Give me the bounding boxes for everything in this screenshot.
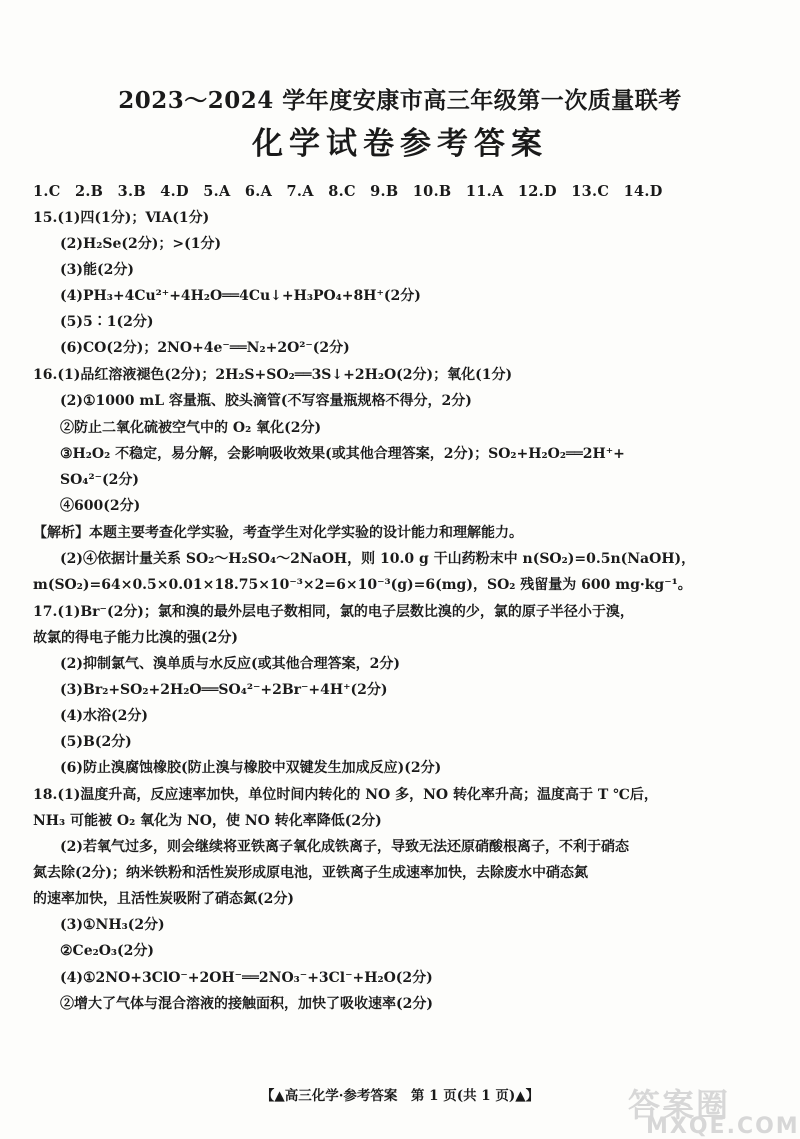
page-footer: 【▲高三化学·参考答案 第 1 页(共 1 页)▲】: [260, 1088, 540, 1104]
mc-answer: 7.A: [286, 183, 314, 200]
answer-line: (4)①2NO+3ClO⁻+2OH⁻══2NO₃⁻+3Cl⁻+H₂O(2分): [60, 970, 433, 986]
multiple-choice-answers: [33, 183, 773, 200]
answer-line: 17.(1)Br⁻(2分)；氯和溴的最外层电子数相同，氯的电子层数比溴的少，氯的原子半径小于溴，: [33, 604, 634, 620]
mc-answer: 10.B: [412, 183, 452, 200]
mc-answer: 3.B: [117, 183, 146, 200]
document-subtitle: 化学试卷参考答案: [252, 126, 548, 162]
mc-answer: 11.A: [465, 183, 504, 200]
mc-answer: 13.C: [571, 183, 610, 200]
answer-line: 15.(1)四(1分)；ⅥA(1分): [33, 210, 210, 226]
mc-answer: 8.C: [328, 183, 356, 200]
mc-answer: 12.D: [517, 183, 557, 200]
watermark-url: MXQE.COM: [646, 1114, 800, 1139]
answer-line: 16.(1)品红溶液褪色(2分)；2H₂S+SO₂══3S↓+2H₂O(2分)；氧化(1分): [33, 367, 513, 383]
watermark-logo: [626, 1086, 800, 1139]
answer-line: (2)若氧气过多，则会继续将亚铁离子氧化成铁离子，导致无法还原硝酸根离子，不利于硝态: [60, 839, 629, 855]
answer-line: m(SO₂)=64×0.5×0.01×18.75×10⁻³×2=6×10⁻³(g)=6(mg)，SO₂ 残留量为 600 mg·kg⁻¹。: [33, 577, 692, 593]
answer-line: 故氯的得电子能力比溴的强(2分): [33, 630, 238, 646]
mc-answer: 6.A: [244, 183, 273, 200]
mc-answer: 9.B: [370, 183, 399, 200]
watermark-text: 答案圈: [628, 1086, 731, 1124]
mc-answer: 14.D: [623, 183, 663, 200]
answer-line: (2)①1000 mL 容量瓶、胶头滴管(不写容量瓶规格不得分，2分): [60, 393, 472, 409]
answer-line: (2)抑制氯气、溴单质与水反应(或其他合理答案，2分): [60, 656, 400, 672]
answer-line: NH₃ 可能被 O₂ 氧化为 NO，使 NO 转化率降低(2分): [33, 813, 382, 829]
answer-line: ④600(2分): [60, 498, 141, 514]
mc-answer: 2.B: [74, 183, 104, 200]
answer-line: (3)能(2分): [60, 262, 134, 278]
answer-line: 氮去除(2分)；纳米铁粉和活性炭形成原电池，亚铁离子生成速率加快，去除废水中硝态氮: [33, 865, 588, 881]
answer-line: (6)防止溴腐蚀橡胶(防止溴与橡胶中双键发生加成反应)(2分): [60, 760, 442, 776]
mc-answer: 4.D: [160, 183, 189, 200]
answer-line: 的速率加快，且活性炭吸附了硝态氮(2分): [33, 891, 294, 907]
analysis-heading: 【解析】本题主要考查化学实验，考查学生对化学实验的设计能力和理解能力。: [33, 525, 523, 541]
answer-line: ②Ce₂O₃(2分): [60, 943, 155, 959]
exam-title: 2023～2024 学年度安康市高三年级第一次质量联考: [118, 87, 682, 114]
answer-line: (2)H₂Se(2分)；>(1分): [60, 236, 222, 252]
answer-line: 18.(1)温度升高，反应速率加快，单位时间内转化的 NO 多，NO 转化率升高；温度高于 T ℃后，: [33, 787, 658, 803]
mc-answer: 5.A: [203, 183, 231, 200]
mc-answer: 1.C: [33, 183, 61, 200]
answer-line: (2)④依据计量关系 SO₂～H₂SO₄～2NaOH，则 10.0 g 干山药粉末中 n(SO₂)=0.5n(NaOH)，: [60, 551, 696, 567]
answer-line: ②增大了气体与混合溶液的接触面积，加快了吸收速率(2分): [60, 996, 433, 1012]
answer-line: (5)5∶1(2分): [60, 314, 154, 330]
answer-line: (4)水浴(2分): [60, 708, 148, 724]
answer-line: (4)PH₃+4Cu²⁺+4H₂O══4Cu↓+H₃PO₄+8H⁺(2分): [60, 288, 421, 304]
answer-line: (5)B(2分): [60, 734, 132, 750]
answer-line: (3)Br₂+SO₂+2H₂O══SO₄²⁻+2Br⁻+4H⁺(2分): [60, 682, 388, 698]
answer-line: ③H₂O₂ 不稳定，易分解，会影响吸收效果(或其他合理答案，2分)；SO₂+H₂O₂══2H⁺+: [60, 446, 625, 462]
answer-line: ②防止二氧化硫被空气中的 O₂ 氧化(2分): [60, 420, 322, 436]
answer-line: (3)①NH₃(2分): [60, 917, 165, 933]
answer-line: (6)CO(2分)；2NO+4e⁻══N₂+2O²⁻(2分): [60, 340, 350, 356]
answer-line: SO₄²⁻(2分): [60, 472, 139, 488]
